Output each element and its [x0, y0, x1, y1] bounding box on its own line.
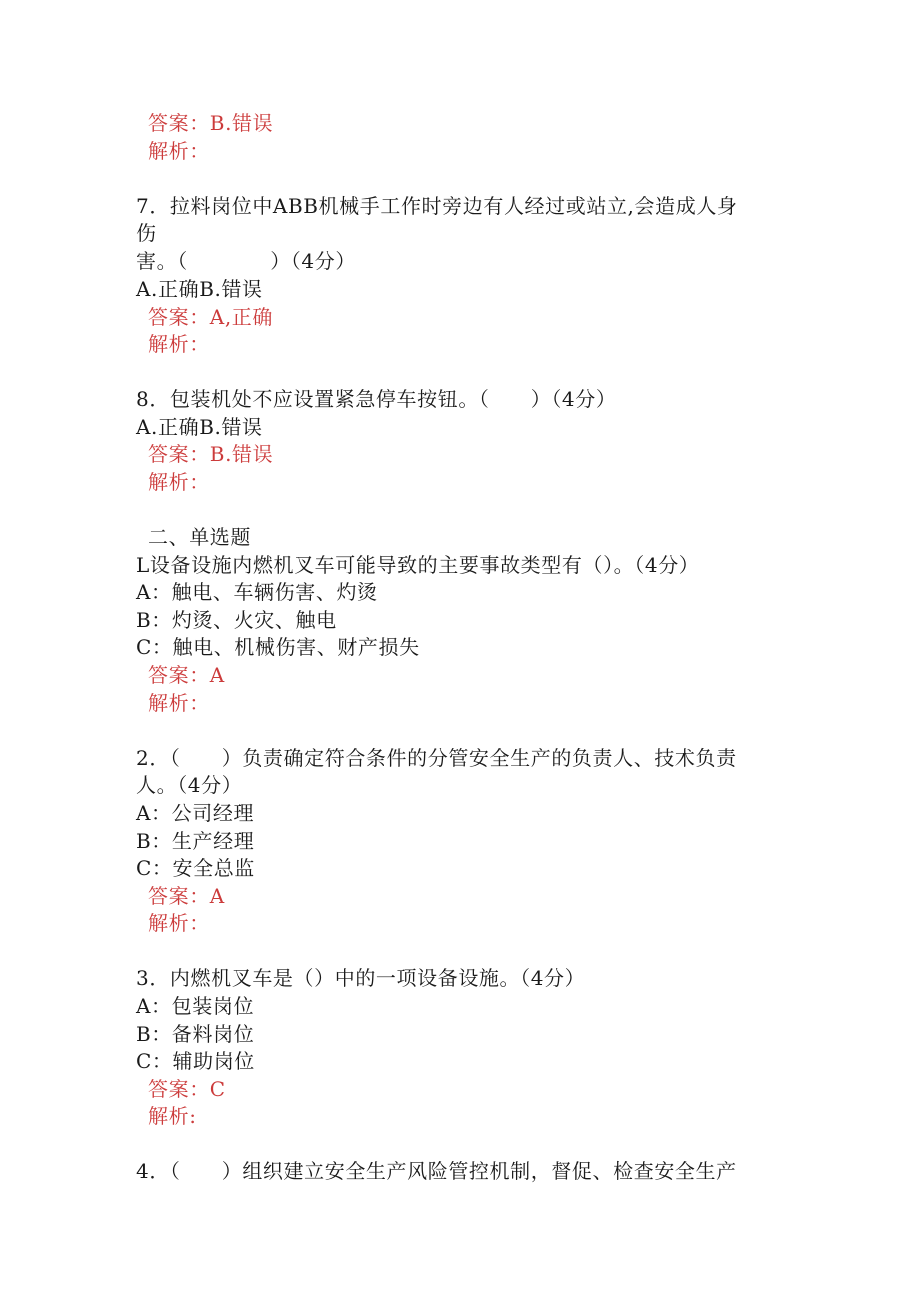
- option-a: A：公司经理: [136, 801, 255, 825]
- question-7-text-cont: 伤: [136, 221, 157, 245]
- question-4-text: 4．（ ）组织建立安全生产风险管控机制，督促、检查安全生产: [136, 1159, 737, 1183]
- answer-line: 答案：A,正确: [148, 305, 274, 329]
- explanation-label: 解析：: [148, 139, 210, 163]
- option-b: B：备料岗位: [136, 1022, 255, 1046]
- option-c: C：触电、机械伤害、财产损失: [136, 635, 420, 659]
- question-1-text: L设备设施内燃机叉车可能导致的主要事故类型有（）。（4分）: [136, 553, 700, 577]
- question-8-options: A.正确B.错误: [136, 415, 263, 439]
- question-7-text-end: 害。（ ）（4分）: [136, 249, 356, 273]
- answer-line: 答案：A: [148, 884, 225, 908]
- answer-line: 答案：C: [148, 1077, 226, 1101]
- explanation-label: 解析：: [148, 911, 210, 935]
- answer-line: 答案：B.错误: [148, 111, 274, 135]
- question-8-text: 8．包装机处不应设置紧急停车按钮。（ ）（4分）: [136, 387, 617, 411]
- question-7-options: A.正确B.错误: [136, 277, 263, 301]
- answer-line: 答案：A: [148, 663, 225, 687]
- question-3-text: 3．内燃机叉车是（）中的一项设备设施。（4分）: [136, 966, 586, 990]
- explanation-label: 解析:: [148, 1104, 197, 1128]
- section-heading: 二、单选题: [148, 525, 251, 549]
- explanation-label: 解析：: [148, 332, 210, 356]
- option-c: C：安全总监: [136, 856, 255, 880]
- explanation-label: 解析：: [148, 691, 210, 715]
- question-7-text: 7．拉料岗位中ABB机械手工作时旁边有人经过或站立,会造成人身: [136, 194, 738, 218]
- option-c: C：辅助岗位: [136, 1049, 255, 1073]
- option-b: B：灼烫、火灾、触电: [136, 608, 337, 632]
- explanation-label: 解析：: [148, 470, 210, 494]
- option-a: A：触电、车辆伤害、灼烫: [136, 580, 378, 604]
- question-2-text-cont: 人。（4分）: [136, 773, 243, 797]
- option-b: B：生产经理: [136, 829, 255, 853]
- option-a: A：包装岗位: [136, 994, 255, 1018]
- question-2-text: 2．（ ）负责确定符合条件的分管安全生产的负责人、技术负责: [136, 746, 737, 770]
- answer-line: 答案：B.错误: [148, 442, 274, 466]
